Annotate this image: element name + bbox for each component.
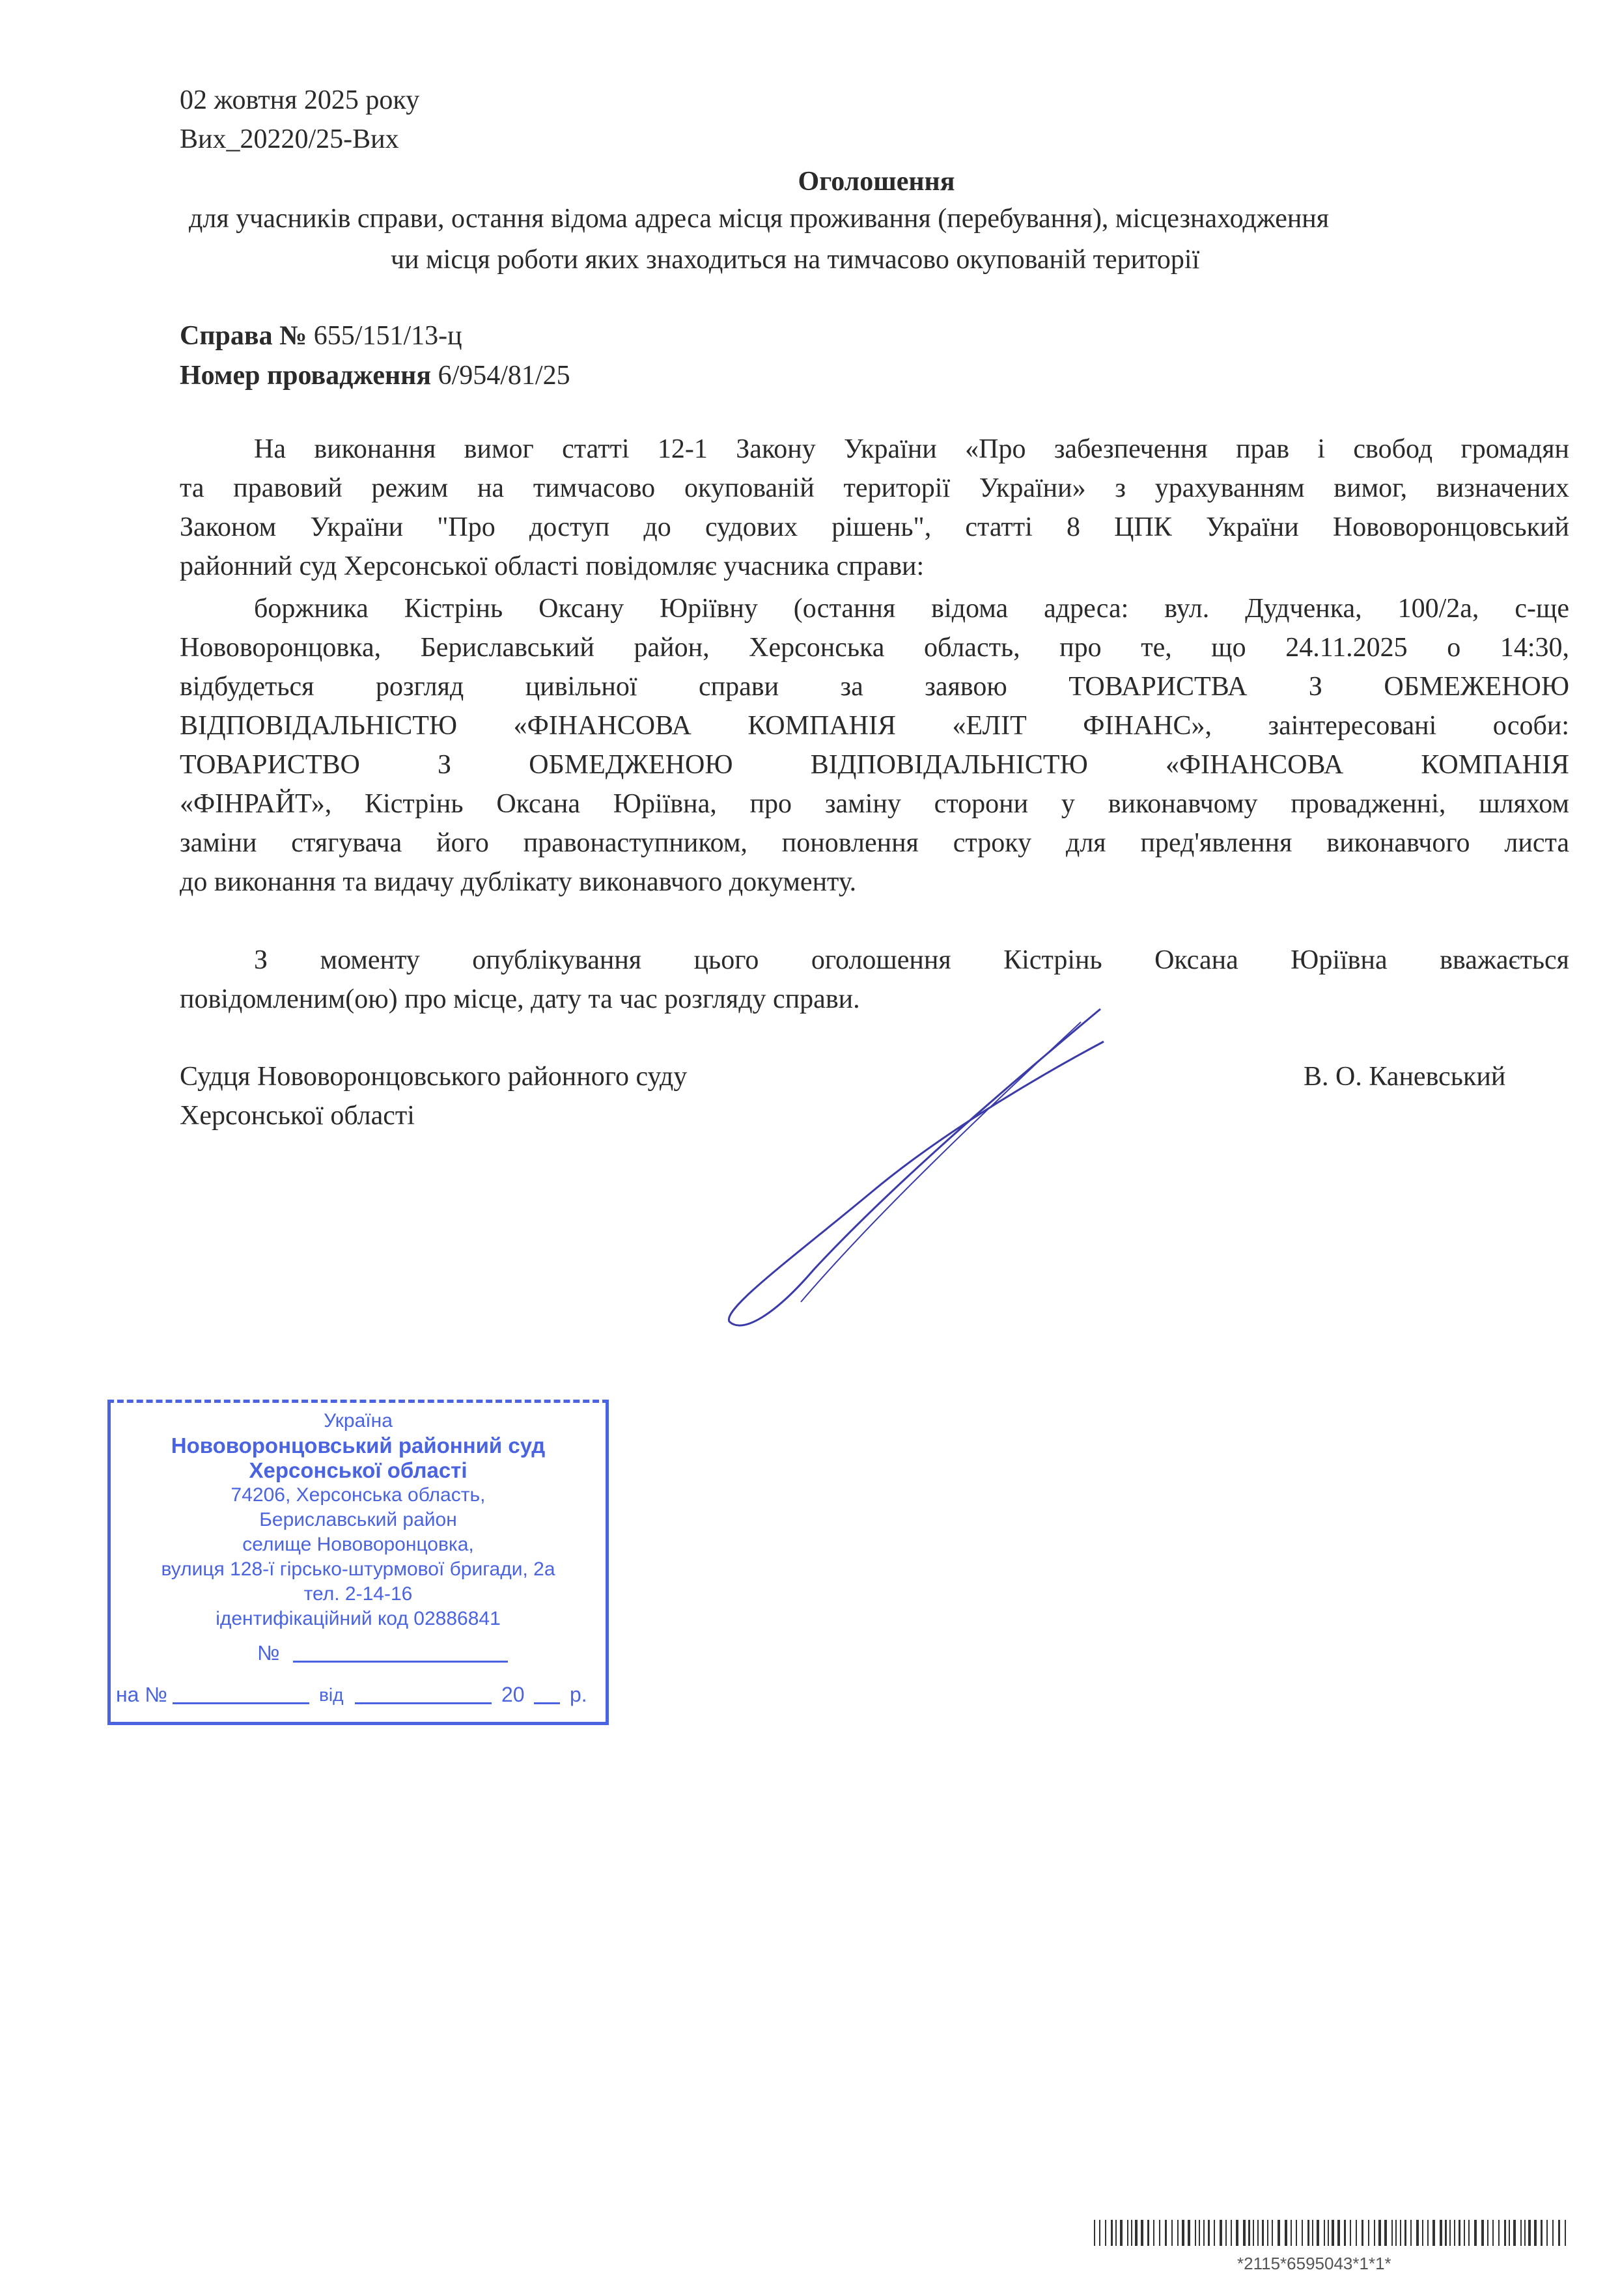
stamp-line: вулиця 128-ї гірсько-штурмової бригади, 2а bbox=[161, 1558, 555, 1580]
document-date: 02 жовтня 2025 року bbox=[180, 85, 420, 115]
barcode-bar bbox=[1177, 2220, 1179, 2246]
barcode-bar bbox=[1541, 2220, 1543, 2246]
barcode-bar bbox=[1404, 2220, 1406, 2246]
stamp-line: Херсонської області bbox=[249, 1458, 468, 1482]
document-title: Оголошення bbox=[798, 167, 955, 197]
barcode-bar bbox=[1135, 2220, 1138, 2246]
barcode-bar bbox=[1165, 2220, 1167, 2246]
barcode-bar bbox=[1391, 2220, 1393, 2246]
subtitle-line: для учасників справи, остання відома адреса місця проживання (перебування), місцезнаходження bbox=[189, 204, 1330, 234]
court-stamp bbox=[107, 1400, 609, 1725]
barcode-bar bbox=[1558, 2220, 1560, 2246]
barcode-bar bbox=[1332, 2220, 1334, 2246]
barcode-bar bbox=[1350, 2220, 1351, 2246]
barcode-bar bbox=[1099, 2220, 1100, 2246]
barcode-bar bbox=[1474, 2220, 1477, 2246]
barcode-bar bbox=[1328, 2220, 1329, 2246]
barcode-bar bbox=[1378, 2220, 1381, 2246]
text-line: Законом України "Про доступ до судових рішень", статті 8 ЦПК України Нововоронцовський bbox=[180, 512, 1569, 542]
barcode-bar bbox=[1159, 2220, 1160, 2246]
barcode-bar bbox=[1267, 2220, 1268, 2246]
paragraph-1 bbox=[180, 430, 1569, 586]
barcode-bar bbox=[1534, 2220, 1537, 2246]
barcode-bar bbox=[1395, 2220, 1397, 2246]
barcode-bar bbox=[1120, 2220, 1123, 2246]
barcode-bar bbox=[1231, 2220, 1232, 2246]
text-line: та правовий режим на тимчасово окупованій території України» з урахуванням вимог, визначених bbox=[180, 473, 1569, 503]
stamp-number-label: № bbox=[257, 1641, 280, 1665]
barcode-bar bbox=[1356, 2220, 1357, 2246]
case-label: Справа № bbox=[180, 321, 307, 351]
handwritten-signature bbox=[716, 996, 1120, 1335]
text-line: заміни стягувача його правонаступником, поновлення строку для пред'явлення виконавчого листа bbox=[180, 828, 1569, 858]
subtitle-line: чи місця роботи яких знаходиться на тимчасово окупованій території bbox=[391, 245, 1200, 275]
proceeding-number bbox=[180, 360, 570, 391]
barcode-bar bbox=[1248, 2220, 1250, 2246]
stamp-line: Україна bbox=[324, 1410, 393, 1432]
stamp-year-suffix: р. bbox=[570, 1683, 587, 1706]
barcode-bar bbox=[1368, 2220, 1369, 2246]
barcode-bar bbox=[1199, 2220, 1200, 2246]
barcode-bar bbox=[1445, 2220, 1447, 2246]
barcode-bar bbox=[1131, 2220, 1132, 2246]
barcode-bar bbox=[1449, 2220, 1451, 2246]
barcode-bar bbox=[1312, 2220, 1313, 2246]
case-value: 655/151/13-ц bbox=[313, 321, 462, 351]
barcode-bar bbox=[1410, 2220, 1412, 2246]
barcode-bar bbox=[1400, 2220, 1401, 2246]
barcode-bar bbox=[1111, 2220, 1113, 2246]
barcode-bar bbox=[1468, 2220, 1470, 2246]
barcode-bar bbox=[1307, 2220, 1309, 2246]
barcode-bar bbox=[1257, 2220, 1259, 2246]
barcode-bar bbox=[1524, 2220, 1526, 2246]
barcode-bar bbox=[1432, 2220, 1435, 2246]
barcode-bar bbox=[1285, 2220, 1287, 2246]
stamp-from-label: від bbox=[319, 1685, 344, 1705]
stamp-ref-label: на № bbox=[116, 1683, 167, 1706]
text-line: боржника Кістрінь Оксану Юріївну (остання відома адреса: вул. Дудченка, 100/2а, с-ще bbox=[254, 594, 1569, 624]
barcode-bar bbox=[1225, 2220, 1227, 2246]
barcode-text: *2115*6595043*1*1* bbox=[1237, 2254, 1391, 2273]
text-line: «ФІНРАЙТ», Кістрінь Оксана Юріївна, про заміну сторони у виконавчому провадженні, шляхом bbox=[180, 789, 1569, 819]
barcode-bar bbox=[1454, 2220, 1455, 2246]
barcode-bar bbox=[1552, 2220, 1554, 2246]
stamp-line: тел. 2-14-16 bbox=[303, 1583, 413, 1605]
barcode-bar bbox=[1344, 2220, 1346, 2246]
barcode-bar bbox=[1153, 2220, 1154, 2246]
barcode-bar bbox=[1498, 2220, 1500, 2246]
barcode-bar bbox=[1427, 2220, 1429, 2246]
barcode-bar bbox=[1243, 2220, 1246, 2246]
barcode-bar bbox=[1422, 2220, 1423, 2246]
text-line: відбудеться розгляд цивільної справи за заявою ТОВАРИСТВА З ОБМЕЖЕНОЮ bbox=[180, 672, 1569, 702]
judge-name: В. О. Каневський bbox=[1304, 1062, 1506, 1092]
barcode-bar bbox=[1362, 2220, 1363, 2246]
text-line: На виконання вимог статті 12-1 Закону України «Про забезпечення прав і свобод громадян bbox=[254, 434, 1569, 464]
barcode-bar bbox=[1509, 2220, 1510, 2246]
barcode-bar bbox=[1188, 2220, 1190, 2246]
barcode-bar bbox=[1459, 2220, 1460, 2246]
paragraph-2 bbox=[180, 589, 1569, 902]
barcode-bar bbox=[1337, 2220, 1340, 2246]
barcode-bar bbox=[1487, 2220, 1488, 2246]
barcode-bar bbox=[1262, 2220, 1264, 2246]
barcode-bar bbox=[1195, 2220, 1196, 2246]
barcode-bar bbox=[1203, 2220, 1205, 2246]
barcode-bar bbox=[1094, 2220, 1095, 2246]
case-number bbox=[180, 320, 462, 352]
barcode-bar bbox=[1253, 2220, 1254, 2246]
stamp-line: Нововоронцовський районний суд bbox=[171, 1433, 546, 1458]
barcode-bar bbox=[1278, 2220, 1280, 2246]
barcode-bar bbox=[1384, 2220, 1387, 2246]
stamp-line: селище Нововоронцовка, bbox=[242, 1534, 474, 1555]
barcode-bar bbox=[1481, 2220, 1484, 2246]
barcode-bar bbox=[1220, 2220, 1222, 2246]
text-line: Нововоронцовка, Бериславський район, Херсонська область, про те, що 24.11.2025 о 14:30, bbox=[180, 633, 1569, 663]
outgoing-number: Вих_20220/25-Вих bbox=[180, 124, 399, 154]
barcode-bar bbox=[1513, 2220, 1516, 2246]
barcode-bar bbox=[1115, 2220, 1117, 2246]
barcode-bar bbox=[1440, 2220, 1442, 2246]
text-line: З моменту опублікування цього оголошення Кістрінь Оксана Юріївна вважається bbox=[254, 945, 1569, 975]
barcode-bar bbox=[1546, 2220, 1548, 2246]
barcode-bar bbox=[1182, 2220, 1184, 2246]
barcode-bar bbox=[1317, 2220, 1319, 2246]
text-line: ВІДПОВІДАЛЬНІСТЮ «ФІНАНСОВА КОМПАНІЯ «ЕЛІТ ФІНАНС», заінтересовані особи: bbox=[180, 711, 1569, 741]
barcode-bar bbox=[1105, 2220, 1106, 2246]
barcode-bar bbox=[1520, 2220, 1522, 2246]
stamp-year-label: 20 bbox=[501, 1683, 525, 1706]
judge-position-region: Херсонської області bbox=[180, 1101, 415, 1131]
stamp-line: Бериславський район bbox=[259, 1509, 457, 1530]
barcode-bar bbox=[1147, 2220, 1149, 2246]
barcode-bar bbox=[1127, 2220, 1128, 2246]
barcode-bar bbox=[1416, 2220, 1419, 2246]
barcode-bar bbox=[1208, 2220, 1210, 2246]
barcode-bar bbox=[1296, 2220, 1297, 2246]
text-line: ТОВАРИСТВО З ОБМЕДЖЕНОЮ ВІДПОВІДАЛЬНІСТЮ «ФІНАНСОВА КОМПАНІЯ bbox=[180, 750, 1569, 780]
barcode-bar bbox=[1171, 2220, 1173, 2246]
barcode-bar bbox=[1141, 2220, 1143, 2246]
barcode-bar bbox=[1272, 2220, 1273, 2246]
barcode-bar bbox=[1291, 2220, 1292, 2246]
barcode bbox=[1094, 2220, 1569, 2246]
text-line: районний суд Херсонської області повідомляє учасника справи: bbox=[180, 551, 925, 581]
barcode-bar bbox=[1302, 2220, 1303, 2246]
barcode-bar bbox=[1492, 2220, 1494, 2246]
barcode-bar bbox=[1214, 2220, 1215, 2246]
stamp-line: 74206, Херсонська область, bbox=[230, 1484, 486, 1506]
barcode-bar bbox=[1324, 2220, 1325, 2246]
barcode-bar bbox=[1464, 2220, 1465, 2246]
text-line: до виконання та видачу дублікату виконавчого документу. bbox=[180, 867, 857, 897]
barcode-bar bbox=[1504, 2220, 1506, 2246]
judge-position: Судця Нововоронцовського районного суду bbox=[180, 1062, 688, 1092]
barcode-bar bbox=[1236, 2220, 1238, 2246]
barcode-bar bbox=[1565, 2220, 1566, 2246]
text-line: повідомленим(ою) про місце, дату та час розгляду справи. bbox=[180, 984, 860, 1014]
barcode-bar bbox=[1374, 2220, 1375, 2246]
barcode-bar bbox=[1528, 2220, 1531, 2246]
proceeding-value: 6/954/81/25 bbox=[438, 361, 570, 391]
stamp-line: ідентифікаційний код 02886841 bbox=[216, 1608, 501, 1629]
proceeding-label: Номер провадження bbox=[180, 361, 432, 391]
